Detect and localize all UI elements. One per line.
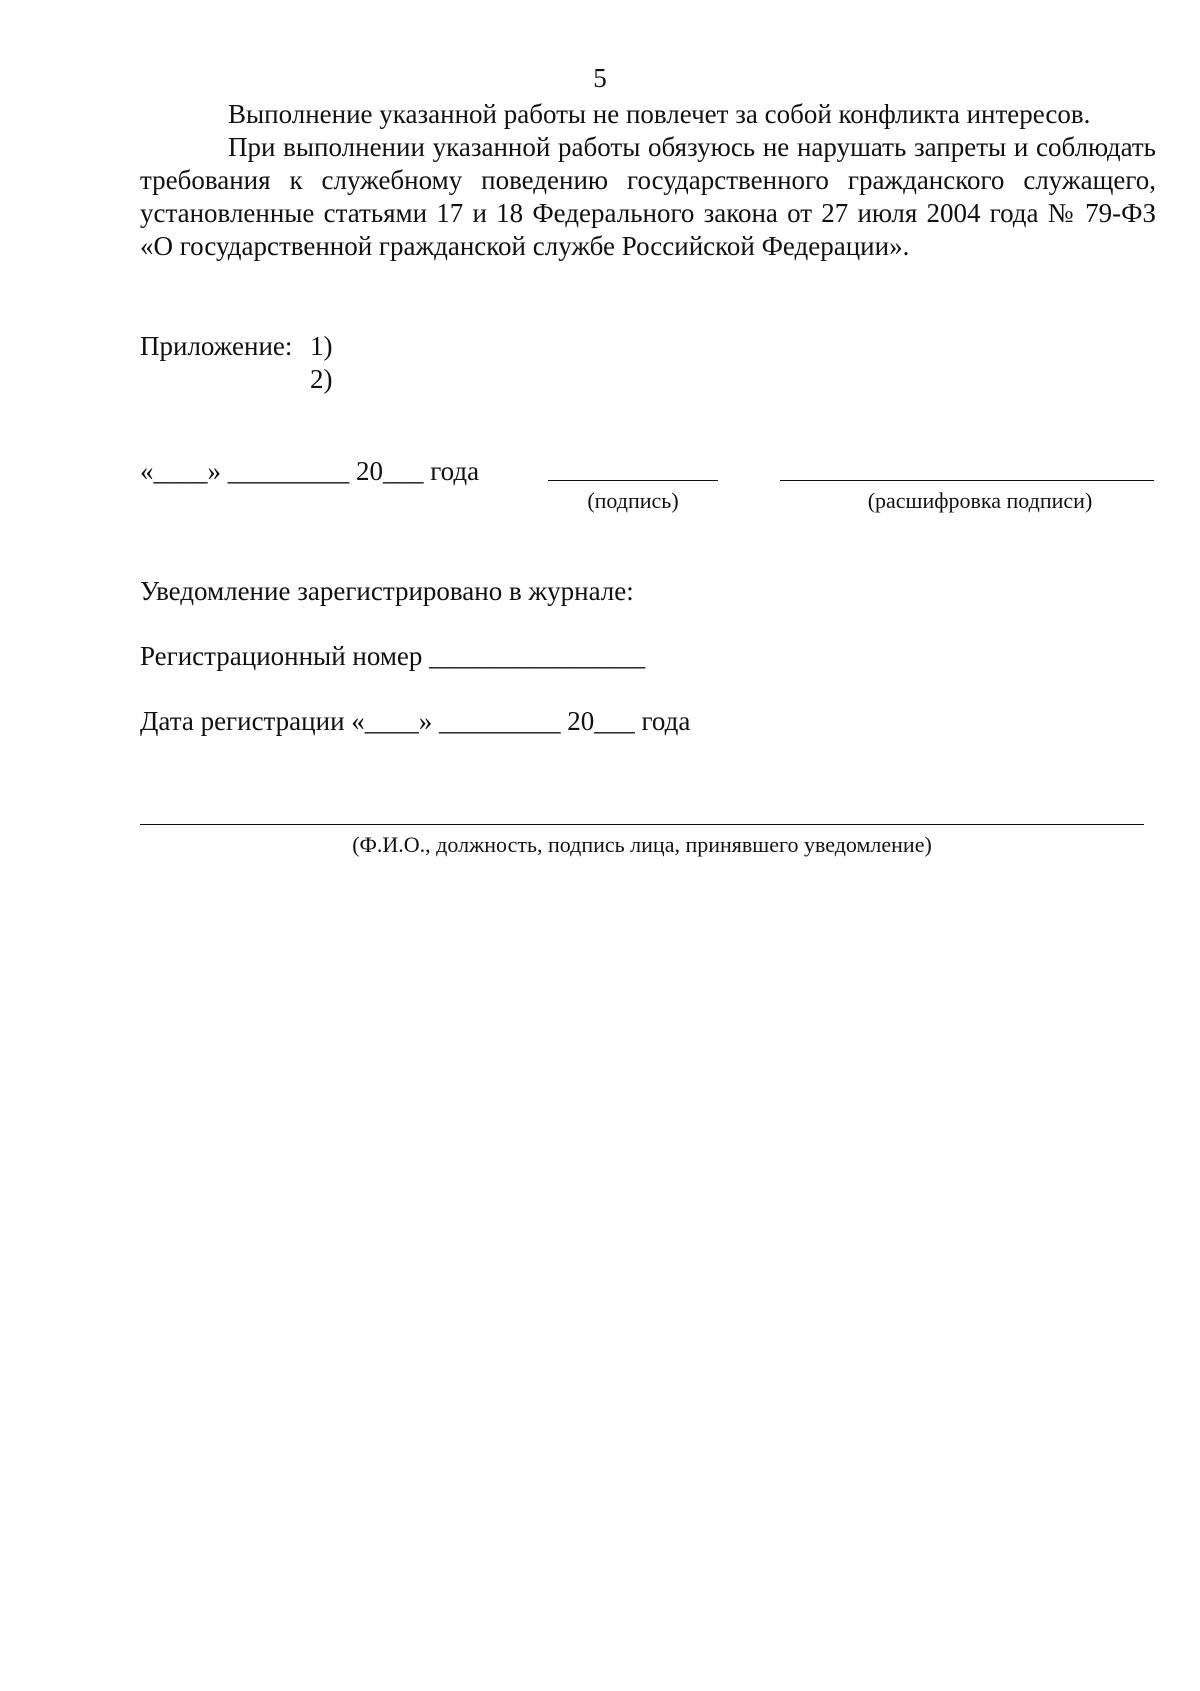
registration-date-field: Дата регистрации «____» _________ 20___ года bbox=[140, 706, 691, 736]
signature-caption: (подпись) bbox=[587, 488, 679, 513]
receiver-caption: (Ф.И.О., должность, подпись лица, принявшего уведомление) bbox=[352, 832, 932, 857]
annex-item-2: 2) bbox=[310, 364, 333, 394]
signature-line bbox=[548, 480, 718, 481]
signature-date-field: «____» _________ 20___ года bbox=[140, 456, 480, 486]
page-number: 5 bbox=[593, 63, 607, 93]
signature-decode-line bbox=[780, 480, 1154, 481]
annex-item-1: 1) bbox=[310, 331, 333, 361]
registration-number-field: Регистрационный номер ________________ bbox=[140, 641, 646, 671]
registration-title: Уведомление зарегистрировано в журнале: bbox=[140, 576, 634, 606]
receiver-line bbox=[140, 824, 1144, 825]
paragraph-obligations: При выполнении указанной работы обязуюсь не нарушать запреты и соблюдать требования к служебному поведению государственного гражданского служащего, установленные статьями 17 и 18 Федерального закона от 27 июля 2004 года № 79-ФЗ «О государственной гражданской службе Российской Федерации». bbox=[140, 132, 1156, 261]
paragraph-no-conflict: Выполнение указанной работы не повлечет за собой конфликта интересов. bbox=[228, 99, 1091, 129]
annex-label: Приложение: bbox=[140, 331, 293, 361]
signature-decode-caption: (расшифровка подписи) bbox=[867, 488, 1093, 513]
